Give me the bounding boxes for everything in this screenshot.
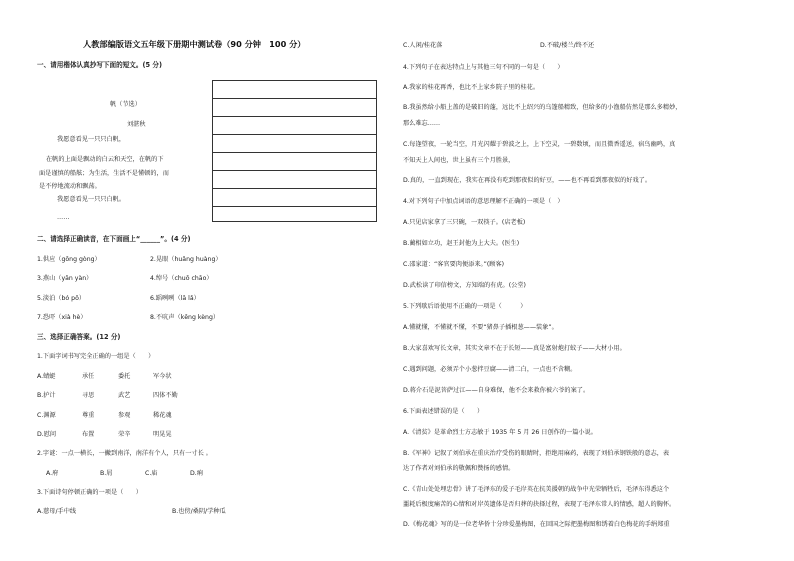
- q1-option[interactable]: C.渊源: [37, 412, 56, 419]
- q1-option: 承任: [82, 373, 95, 380]
- q1-option: 武艺: [118, 392, 131, 399]
- pinyin-item[interactable]: 6.蹈咧咧（lā lǎ）: [150, 295, 200, 302]
- q3-option[interactable]: A.慈母/手中线: [37, 508, 77, 515]
- question-2: 2.字谜：一点一横长，一撇到南洋，南洋有个人，只有一寸长 。: [37, 450, 212, 457]
- q4-option-c-cont: 不知天上人间也，世上虽有三个月胜景，: [403, 157, 515, 164]
- q7-option-b-cont: 达了作者对刘伯承的敬佩和赞扬的感情。: [403, 465, 515, 472]
- q7-option-c-cont: 噩耗后极度痛苦的心情和对岸英遗体是否归葬的抉择过程，表现了毛泽东常人的情感，超人的胸怀。: [403, 501, 676, 508]
- q6-option-a[interactable]: A.懂就懂，不懂就不懂，不要“猪鼻子插根葱——装象”。: [403, 324, 558, 331]
- q2-option[interactable]: C.庙: [145, 470, 158, 477]
- q1-option: 明晃晃: [153, 431, 172, 438]
- poem-line: 我愿意看见一只只白帆。: [57, 196, 126, 203]
- section-3-heading: 三、选择正确答案。(12 分): [37, 333, 121, 341]
- q1-option: 委托: [118, 373, 131, 380]
- q6-option-c[interactable]: C.遇到问题，必须弄个小葱拌豆腐——清二白，一点也不含糊。: [403, 366, 577, 373]
- q6-option-b[interactable]: B.大家喜欢写长文章，其实文章不在于长短——真是富射炮打蚊子——大材小用。: [403, 345, 626, 352]
- q5-option-a[interactable]: A.只见店家拿了三只碗，一双筷子。(店老板): [403, 219, 526, 226]
- question-7: 6.下面表述错误的是（ ）: [403, 408, 484, 415]
- q1-option[interactable]: A.蜻蜓: [37, 373, 56, 380]
- poem-line: ……: [57, 214, 70, 221]
- q5-option-b[interactable]: B.蔺相如立功，赵王封他为上大夫。(医生): [403, 240, 520, 247]
- q7-option-d[interactable]: D.《梅花魂》写的是一位老华侨十分珍爱墨梅图，在回国之际把墨梅图和绣着白色梅花的手绢郑重: [403, 521, 670, 528]
- question-4: 4.下列句子在表达特点上与其他三句不同的一句是（ ）: [403, 64, 564, 71]
- q1-option: 尊重: [82, 412, 95, 419]
- q6-option-d[interactable]: D.蒋介石是泥菩萨过江——自身难保，他不会来救你被六爷的案了。: [403, 387, 590, 394]
- poem-line: 在帆的上面是飘动的白云和天空，在帆的下: [46, 156, 164, 163]
- poem-author: 刘湛秋: [127, 121, 146, 128]
- q5-option-d[interactable]: D.武松读了印信榜文，方知端的有虎。(公堂): [403, 282, 526, 289]
- q4-option-a[interactable]: A.我家的桂花再香，也比不上家乡院子里的桂花。: [403, 84, 540, 91]
- pinyin-item[interactable]: 8.不吭声（kēng kèng）: [150, 314, 220, 321]
- pinyin-item[interactable]: 3.燕山（yān yàn）: [37, 275, 93, 282]
- q7-option-b[interactable]: B.《军神》记叙了刘伯承在重庆治疗受伤的眼睛时，拒绝用麻药，表现了刘伯承钢铁般的意志，表: [403, 450, 670, 457]
- pinyin-item[interactable]: 1.供应（gōng gòng）: [37, 256, 101, 263]
- q2-option[interactable]: D.痢: [190, 470, 203, 477]
- section-1-heading: 一、请用楷体认真抄写下面的短文。(5 分): [37, 61, 163, 69]
- poem-line: 我愿意看见一只只白帆，: [57, 136, 126, 143]
- q5-option-c[interactable]: C.邵家道：“客官要肉便添来。”(顾客): [403, 261, 505, 268]
- section-2-heading: 二、请选择正确读音，在下面画上“______”。(4 分): [37, 235, 191, 243]
- q2-option[interactable]: A.府: [46, 470, 59, 477]
- question-5: 4.对下列句子中加点词语的意思理解不正确的一项是（ ）: [403, 198, 564, 205]
- q1-option: 荣辛: [118, 431, 131, 438]
- q3-option[interactable]: B.也傍/桑阴/学种瓜: [172, 508, 226, 515]
- q4-option-b-cont: 那么难忘……: [403, 120, 441, 127]
- pinyin-item[interactable]: 7.恐吓（xià hè）: [37, 314, 87, 321]
- q7-option-a[interactable]: A.《清贫》是革命烈士方志敏于 1935 年 5 月 26 日创作的一篇小说。: [403, 429, 597, 436]
- q1-option[interactable]: D.慰问: [37, 431, 57, 438]
- q4-option-d[interactable]: D.真的，一直到现在，我实在再没有吃到那夜似的好豆，——也不再看到那夜似的好戏了。: [403, 177, 652, 184]
- question-6: 5.下列歇后语使用不正确的一项是（ ）: [403, 303, 527, 310]
- q1-option: 寻思: [82, 392, 95, 399]
- question-3: 3.下面诗句停顿正确的一项是（ ）: [37, 489, 142, 496]
- page-title: 人教部编版语文五年级下册期中测试卷（90 分钟 100 分）: [83, 39, 306, 49]
- q2-option[interactable]: B.屑: [100, 470, 113, 477]
- q1-option[interactable]: B.护计: [37, 392, 56, 399]
- q3-option[interactable]: D.不破/楼兰/终不还: [540, 42, 595, 49]
- pinyin-item[interactable]: 5.淡泊（bó pō）: [37, 295, 86, 302]
- question-1: 1.下面字词书写完全正确的一组是（ ）: [37, 353, 155, 360]
- poem-line: 面是谨慎的船舷；为生活，生活不是懂顿的，而: [39, 170, 169, 177]
- pinyin-item[interactable]: 2.晃眼（huǎng huàng）: [150, 256, 222, 263]
- copy-writing-grid[interactable]: [212, 80, 377, 222]
- q1-option: 军今状: [153, 373, 172, 380]
- q7-option-c[interactable]: C.《青山处处埋忠骨》讲了毛泽东的爱子毛岸英在抗美援朝的战争中光荣牺牲后，毛泽东得悉这个: [403, 486, 670, 493]
- q1-option: 稀花魂: [153, 412, 172, 419]
- pinyin-item[interactable]: 4.绰号（chuō chāo）: [150, 275, 213, 282]
- q1-option: 四体不勤: [153, 392, 178, 399]
- q1-option: 布置: [82, 431, 95, 438]
- poem-title: 帆（节选）: [110, 101, 141, 108]
- q3-option[interactable]: C.人闲/桂花落: [403, 42, 443, 49]
- poem-line: 是不停地流动和飘荡。: [39, 183, 101, 190]
- q4-option-c[interactable]: C.每逢望夜，一轮当空，月光闪耀于碧波之上，上下空灵，一碧数顷，而且微香遥送，宿鸟幽鸣，真: [403, 141, 676, 148]
- q1-option: 参观: [118, 412, 131, 419]
- q4-option-b[interactable]: B.我虽然给小船上盖的是破旧的蓬，远比不上绍兴的乌篷船精致，但给多的小渔船仿然是那么多精妙，: [403, 104, 682, 111]
